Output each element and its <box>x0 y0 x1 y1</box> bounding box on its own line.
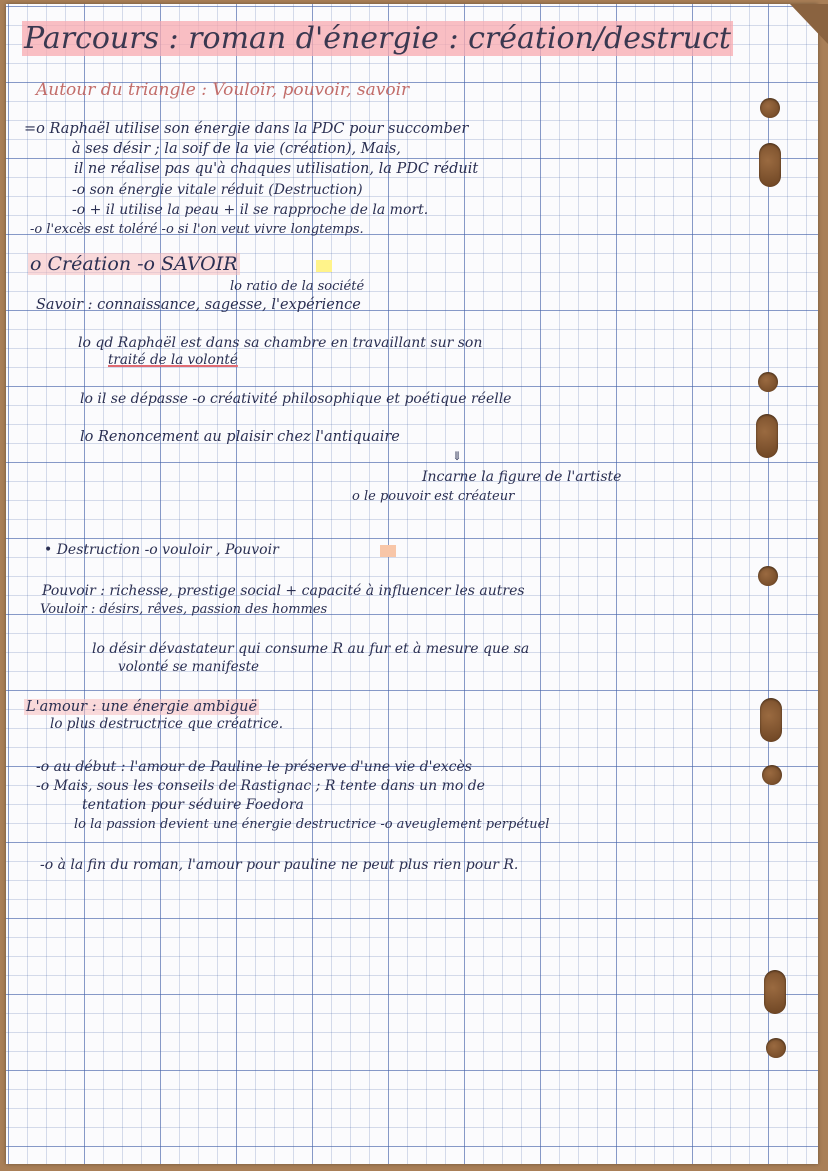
list-item: -o à la fin du roman, l'amour pour pauline ne peut plus rien pour R. <box>40 857 519 873</box>
list-item: o le pouvoir est créateur <box>352 489 515 504</box>
intro-line: il ne réalise pas qu'à chaques utilisation, la PDC réduit <box>74 161 479 177</box>
binder-hole <box>760 98 780 118</box>
binder-slot <box>760 698 782 742</box>
list-item: lo qd Raphaël est dans sa chambre en travaillant sur son <box>78 335 483 351</box>
section-heading-creation <box>28 255 240 274</box>
list-item: -o Mais, sous les conseils de Rastignac ; R tente dans un mo de <box>36 778 485 794</box>
intro-line: -o son énergie vitale réduit (Destruction) <box>72 182 363 198</box>
list-item: tentation pour séduire Foedora <box>82 797 304 813</box>
list-item: Incarne la figure de l'artiste <box>422 469 622 485</box>
list-item: lo désir dévastateur qui consume R au fur et à mesure que sa <box>92 641 530 657</box>
binder-hole <box>758 566 778 586</box>
page-title <box>22 21 733 56</box>
binder-slot <box>756 414 778 458</box>
list-item: -o au début : l'amour de Pauline le préserve d'une vie d'excès <box>36 759 472 775</box>
section-heading-destruction: • Destruction -o vouloir , Pouvoir <box>44 542 279 558</box>
list-item: volonté se manifeste <box>118 659 259 675</box>
amour-sub: lo plus destructrice que créatrice. <box>50 716 284 732</box>
creation-heading: o Création -o SAVOIR <box>30 253 238 275</box>
creation-definition: Savoir : connaissance, sagesse, l'expérience <box>36 297 361 313</box>
list-item: lo Renoncement au plaisir chez l'antiquaire <box>80 429 400 445</box>
list-item: lo la passion devient une énergie destructrice -o aveuglement perpétuel <box>74 817 550 832</box>
destruction-def: Pouvoir : richesse, prestige social + capacité à influencer les autres <box>42 583 525 599</box>
binder-slot <box>764 970 786 1014</box>
intro-line: -o + il utilise la peau + il se rapproche de la mort. <box>72 202 429 218</box>
intro-line: -o l'excès est toléré -o si l'on veut vivre longtemps. <box>30 222 364 237</box>
binder-hole <box>762 765 782 785</box>
title-text: Parcours : roman d'énergie : création/destruct <box>24 21 731 56</box>
binder-slot <box>759 143 781 187</box>
list-item: lo il se dépasse -o créativité philosophique et poétique réelle <box>80 391 512 407</box>
amour-heading: L'amour : une énergie ambiguë <box>26 699 258 715</box>
highlight-swatch <box>380 545 396 557</box>
intro-line: à ses désir ; la soif de la vie (création), Mais, <box>72 141 401 157</box>
destruction-def: Vouloir : désirs, rêves, passion des hommes <box>40 602 328 617</box>
binder-hole <box>766 1038 786 1058</box>
creation-sub: lo ratio de la société <box>230 279 365 294</box>
arrow-down: ⇓ <box>452 449 463 463</box>
page-subtitle: Autour du triangle : Vouloir, pouvoir, savoir <box>36 80 410 100</box>
list-item: traité de la volonté <box>108 352 238 368</box>
binder-hole <box>758 372 778 392</box>
intro-line: =o Raphaël utilise son énergie dans la PDC pour succomber <box>24 121 469 137</box>
section-heading-amour <box>24 700 259 715</box>
highlight-swatch <box>316 260 332 272</box>
